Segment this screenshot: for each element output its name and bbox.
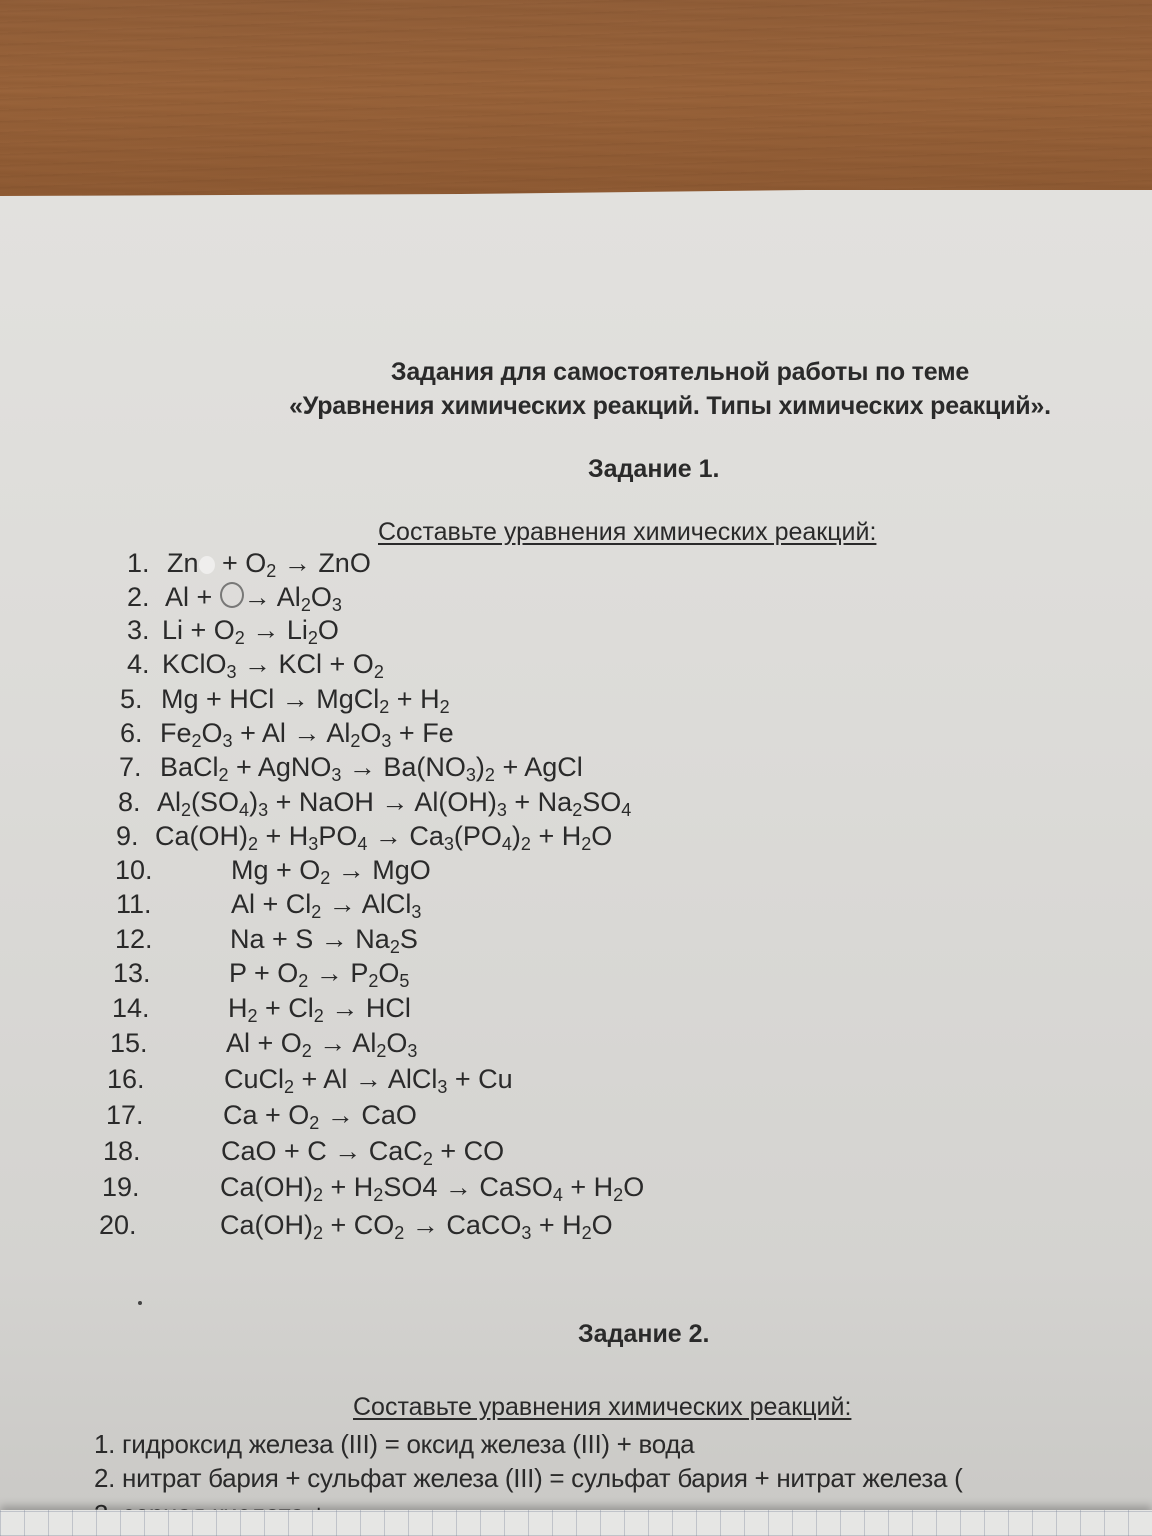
task2-heading: Задание 2.: [578, 1320, 710, 1348]
equation-number: 11.: [116, 889, 152, 919]
task2-item-1: 1. гидроксид железа (III) = оксид железа (III) + вода: [94, 1429, 695, 1459]
equation-number: 7.: [119, 752, 142, 782]
equation-text: $Ca + O_2$ → CaO: [223, 1100, 417, 1133]
equation-number: 20.: [99, 1210, 137, 1240]
equation-text: $Ca(OH)_2 + CO_2$ → CaCO$_3$ + $H_2O$: [220, 1210, 613, 1243]
equation-text: $Al + O_2 \to Al_2O_3$: [226, 1028, 418, 1061]
equation-number: 9.: [116, 821, 139, 851]
equation-text: $Ca(OH)_2 + H_3PO_4 \to Ca_3(PO_4)_2 + H_2O$: [155, 821, 613, 854]
equation-text: $Al_2(SO_4)_3$ + NaOH → $Al(OH)_3 + Na_2SO_4$: [157, 787, 632, 820]
equation-text: CaO + C → CaC$_2$ + CO: [221, 1136, 505, 1169]
equation-number: 3.: [127, 615, 150, 645]
equation-number: 16.: [107, 1064, 145, 1094]
equation-number: 13.: [113, 958, 151, 988]
equation-number: 2.: [127, 582, 150, 612]
equation-number: 4.: [127, 649, 150, 679]
equation-number: 10.: [115, 855, 153, 885]
graph-paper-sheet-edge: [0, 1510, 1152, 1536]
equation-number: 14.: [112, 993, 150, 1023]
equation-text: $Mg + O_2$ → MgO: [231, 855, 431, 888]
equation-text: $Zn + O_2$ → ZnO: [167, 548, 371, 581]
title-line-1: Задания для самостоятельной работы по теме: [390, 358, 970, 386]
equation-text: $H_2 + Cl_2$ → HCl: [228, 993, 411, 1026]
equation-text: $Al + Cl_2$ → AlCl$_3$: [231, 889, 422, 922]
equation-text: $Fe_2O_3 + Al \to Al_2O_3 + Fe$: [160, 718, 454, 751]
equation-number: 5.: [120, 684, 143, 714]
task2-item-2: 2. нитрат бария + сульфат железа (III) = сульфат бария + нитрат железа (: [94, 1463, 963, 1493]
title-line-2: «Уравнения химических реакций. Типы химических реакций».: [289, 392, 1051, 420]
equation-number: 18.: [103, 1136, 141, 1166]
equation-text: $P + O_2 \to P_2O_5$: [229, 958, 410, 991]
task1-instruction: Составьте уравнения химических реакций:: [378, 518, 877, 546]
equation-text: BaCl$_2$ + AgNO$_3$ → $Ba(NO_3)_2$ + AgCl: [160, 752, 583, 785]
equation-text: Mg + HCl → MgCl$_2$ + $H_2$: [161, 684, 450, 717]
equation-number: 17.: [106, 1100, 144, 1130]
task2-instruction: Составьте уравнения химических реакций:: [353, 1393, 852, 1421]
equation-number: 15.: [110, 1028, 148, 1058]
equation-number: 6.: [120, 718, 143, 748]
equation-text: $Na + S \to Na_2S$: [230, 924, 418, 957]
equation-text: $Li + O_2 \to Li_2O$: [162, 615, 339, 648]
equation-text: $Ca(OH)_2 + H_2SO4$ → CaSO$_4$ + $H_2O$: [220, 1172, 645, 1205]
equation-text: CuCl$_2$ + Al → AlCl$_3$ + Cu: [224, 1064, 513, 1097]
ink-speck: [138, 1301, 142, 1305]
equation-number: 8.: [118, 787, 141, 817]
equation-number: 12.: [115, 924, 153, 954]
task1-heading: Задание 1.: [588, 455, 720, 483]
equation-text: KClO$_3$ → KCl + $O_2$: [162, 649, 384, 682]
equation-number: 19.: [102, 1172, 140, 1202]
equation-number: 1.: [127, 548, 150, 578]
equation-text: Al + → $Al_2O_3$: [165, 582, 342, 615]
